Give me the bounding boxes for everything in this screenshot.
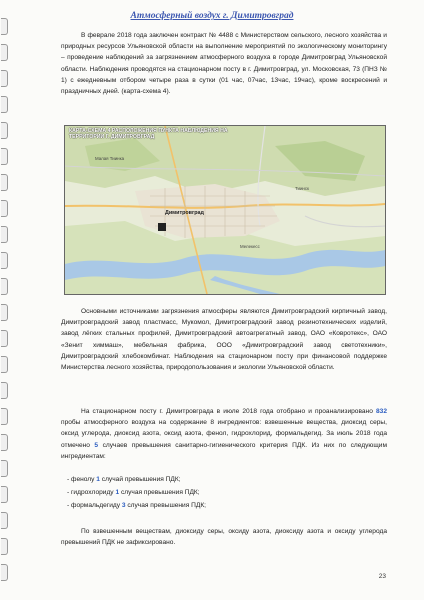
binder-hole <box>1 44 8 61</box>
results-text-3: случаев превышения санитарно-гигиенического критерия ПДК. Из них по следующим ингредиентам: <box>61 441 387 460</box>
binder-hole <box>1 460 8 477</box>
binder-hole <box>1 70 8 87</box>
page-number: 23 <box>378 573 386 580</box>
binder-margin <box>0 0 10 600</box>
map-place-label: Мелекесс <box>240 244 260 249</box>
results-text-2: пробы атмосферного воздуха на содержание 8 ингредиентов: взвешенные вещества, диоксид серы, оксид углерода, диоксид азота, оксид азота, фенол, гидрохлорид, формальдегид. За июль 2018 года отмечено <box>61 419 387 449</box>
map-place-label: Тиинск <box>295 186 309 191</box>
intro-paragraph: В феврале 2018 года заключен контракт № 4488 с Министерством сельского, лесного хозяйства и природных ресурсов Ульяновской области на выполнение мероприятий по экологическому мониторингу – проведение наблюдений за загрязнением атмосферного воздуха в городе Димитровград Ульяновской области. Наблюдения проводятся на стационарном посту в г. Димитровград, ул. Московская, 73 (ПНЗ № 1) с ежедневным отбором четыре раза в сутки (01 час, 07час, 13час, 19час), кроме воскресений и праздничных дней. (карта-схема 4). <box>61 32 387 96</box>
binder-hole <box>1 486 8 503</box>
binder-hole <box>1 564 8 581</box>
binder-hole <box>1 226 8 243</box>
binder-hole <box>1 252 8 269</box>
binder-hole <box>1 408 8 425</box>
list-item: - формальдегиду 3 случая превышения ПДК; <box>67 502 207 509</box>
map-city-label: Димитровград <box>165 210 204 216</box>
samples-count: 832 <box>375 408 387 415</box>
map-place-label: Малая Тиинка <box>95 156 125 161</box>
binder-hole <box>1 200 8 217</box>
location-map <box>64 125 386 295</box>
binder-hole <box>1 538 8 555</box>
map-graphic <box>65 126 385 294</box>
results-paragraph <box>61 406 387 462</box>
list-item: - гидрохлориду 1 случая превышения ПДК; <box>67 489 200 496</box>
binder-hole <box>1 96 8 113</box>
map-caption: КАРТА-СХЕМА 4 РАСПОЛОЖЕНИЯ ПУНКТА НАБЛЮДЕНИЯ НА ТЕРРИТОРИИ Г. ДИМИТРОВГРАД <box>69 128 228 140</box>
binder-hole <box>1 356 8 373</box>
page-title: Атмосферный воздух г. Димитровград <box>130 11 294 21</box>
binder-hole <box>1 304 8 321</box>
binder-hole <box>1 382 8 399</box>
binder-hole <box>1 434 8 451</box>
binder-hole <box>1 122 8 139</box>
binder-hole <box>1 148 8 165</box>
binder-hole <box>1 174 8 191</box>
binder-hole <box>1 330 8 347</box>
conclusion-paragraph: По взвешенным веществам, диоксиду серы, оксиду азота, диоксиду азота и оксиду углерода превышений ПДК не зафиксировано. <box>61 528 387 547</box>
results-text-1: На стационарном посту г. Димитровграда в июле 2018 года отобрано и проанализировано <box>81 408 376 415</box>
binder-hole <box>1 512 8 529</box>
exceedances-count: 5 <box>94 441 99 449</box>
sources-paragraph: Основными источниками загрязнения атмосферы являются Димитровградский кирпичный завод, Димитровградский завод пластмасс, Мукомол, Димитровградский завод резинотехнических изделий, завод лёгких стальных профилей, Димитровградский автоагрегатный завод, ОАО «Ковротекс», ОАО «Зенит химмаш», мебельная фабрика, ООО «Димитровградский завод светотехники», Димитровградский хлебокомбинат. Наблюдения на стационарном посту при финансовой поддержке Министерства лесного хозяйства, природопользования и экологии Ульяновской области. <box>61 308 387 372</box>
binder-hole <box>1 278 8 295</box>
list-item: - фенолу 1 случай превышения ПДК; <box>67 476 181 483</box>
